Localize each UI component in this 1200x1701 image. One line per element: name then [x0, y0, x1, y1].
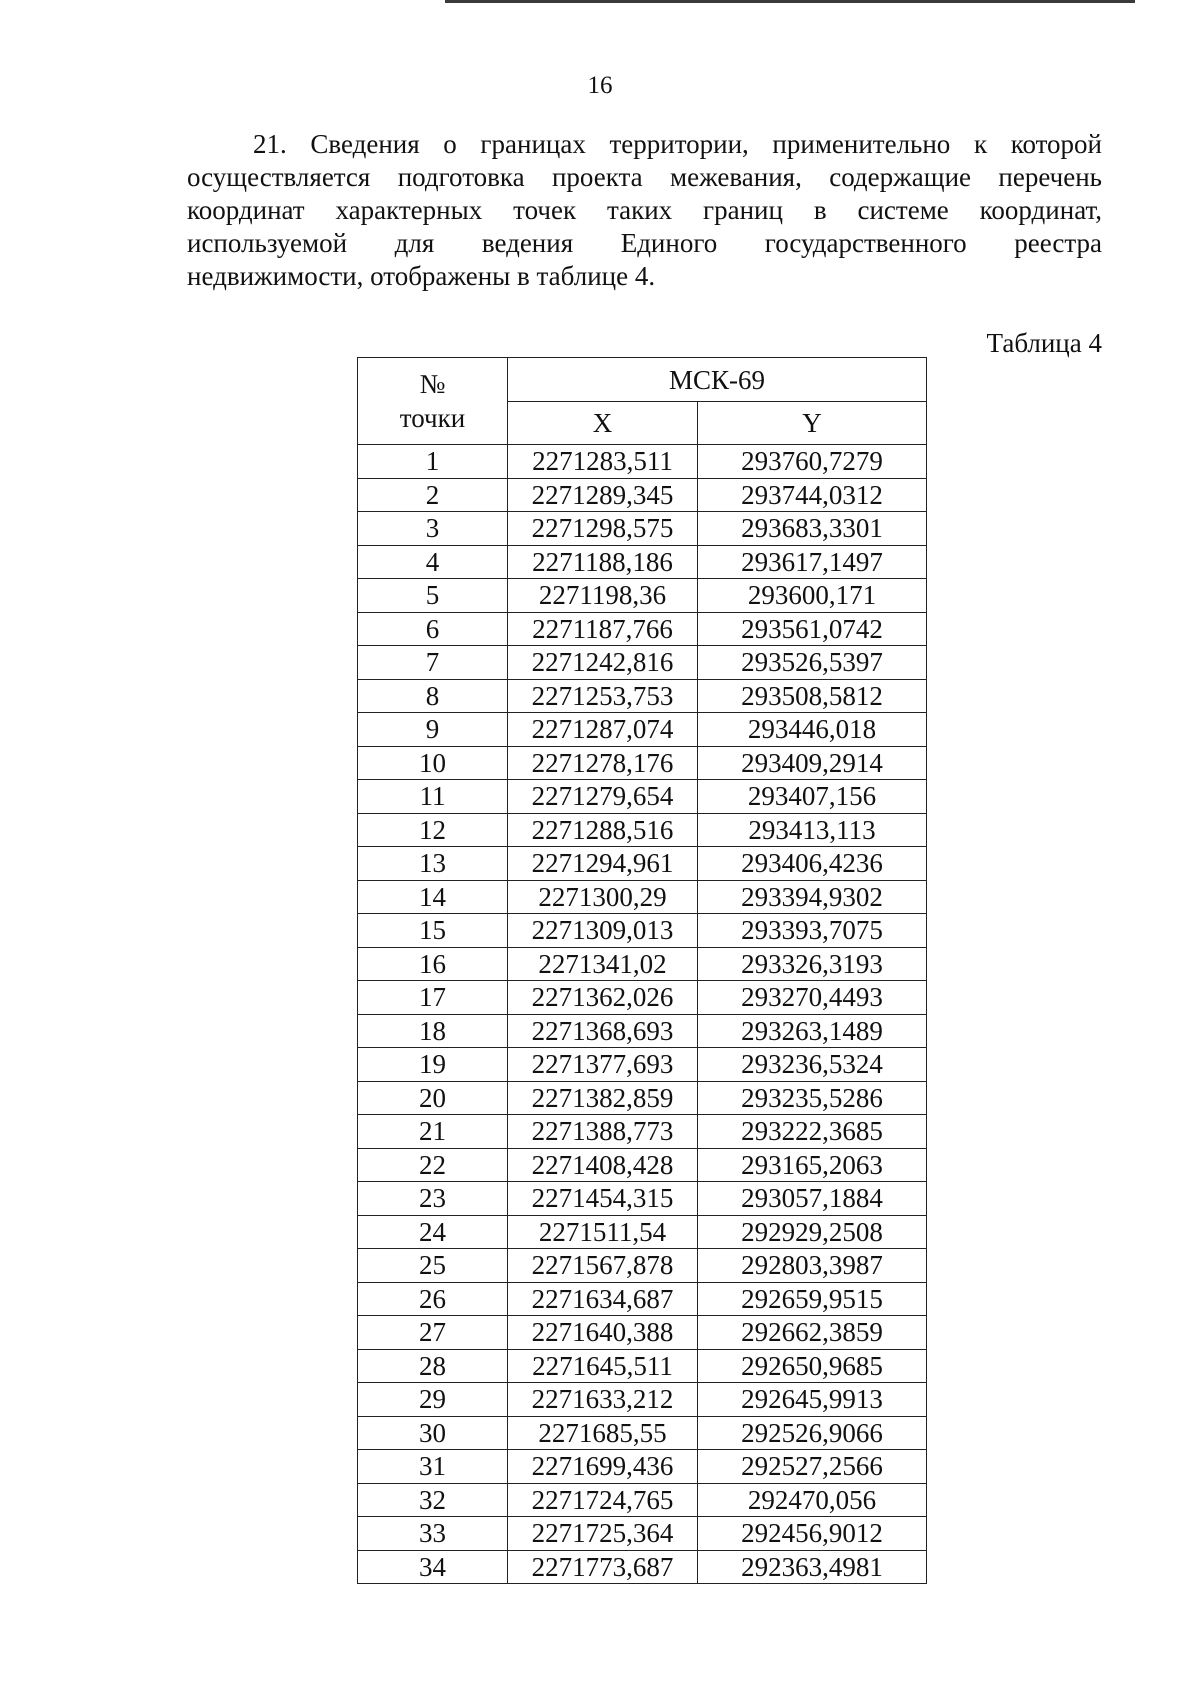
x-coordinate-cell: 2271298,575 [508, 512, 698, 546]
y-coordinate-cell: 293683,3301 [698, 512, 927, 546]
point-number-cell: 22 [358, 1148, 508, 1182]
x-coordinate-cell: 2271388,773 [508, 1115, 698, 1149]
y-coordinate-cell: 293393,7075 [698, 914, 927, 948]
paragraph-line: 21. Сведения о границах территории, применительно к которой [253, 129, 1102, 159]
y-coordinate-cell: 293394,9302 [698, 880, 927, 914]
table-row [358, 679, 927, 713]
table-row [358, 880, 927, 914]
paragraph-line: недвижимости, отображены в таблице 4. [187, 261, 656, 291]
x-coordinate-cell: 2271294,961 [508, 847, 698, 881]
x-coordinate-cell: 2271362,026 [508, 981, 698, 1015]
x-coordinate-cell: 2271289,345 [508, 478, 698, 512]
x-coordinate-cell: 2271511,54 [508, 1215, 698, 1249]
point-number-cell: 21 [358, 1115, 508, 1149]
y-coordinate-cell: 292650,9685 [698, 1349, 927, 1383]
table-row [358, 1383, 927, 1417]
x-coordinate-cell: 2271341,02 [508, 947, 698, 981]
table-row [358, 1148, 927, 1182]
point-number-cell: 27 [358, 1316, 508, 1350]
table-row [358, 746, 927, 780]
table-row [358, 813, 927, 847]
table-row [358, 445, 927, 479]
point-number-cell: 9 [358, 713, 508, 747]
table-row [358, 1282, 927, 1316]
x-coordinate-cell: 2271640,388 [508, 1316, 698, 1350]
table-row [358, 1517, 927, 1551]
table-row [358, 1550, 927, 1584]
x-column-header: X [508, 402, 698, 445]
table-row [358, 1416, 927, 1450]
y-coordinate-cell: 293235,5286 [698, 1081, 927, 1115]
table-row [358, 947, 927, 981]
y-coordinate-cell: 293446,018 [698, 713, 927, 747]
point-number-header [358, 358, 508, 445]
y-coordinate-cell: 292929,2508 [698, 1215, 927, 1249]
y-coordinate-cell: 293165,2063 [698, 1148, 927, 1182]
point-number-cell: 23 [358, 1182, 508, 1216]
point-number-cell: 2 [358, 478, 508, 512]
point-number-cell: 11 [358, 780, 508, 814]
x-coordinate-cell: 2271633,212 [508, 1383, 698, 1417]
coordinates-table [357, 357, 927, 1584]
table-row [358, 1014, 927, 1048]
y-coordinate-cell: 293326,3193 [698, 947, 927, 981]
table-row [358, 478, 927, 512]
page-number: 16 [587, 72, 613, 99]
point-number-cell: 24 [358, 1215, 508, 1249]
x-coordinate-cell: 2271283,511 [508, 445, 698, 479]
point-number-cell: 8 [358, 679, 508, 713]
point-number-cell: 33 [358, 1517, 508, 1551]
paragraph-line: осуществляется подготовка проекта межевания, содержащие перечень [187, 162, 1102, 192]
point-number-cell: 14 [358, 880, 508, 914]
point-number-header-word: точки [399, 403, 466, 433]
x-coordinate-cell: 2271279,654 [508, 780, 698, 814]
y-coordinate-cell: 293057,1884 [698, 1182, 927, 1216]
table-header [358, 358, 927, 445]
y-coordinate-cell: 293760,7279 [698, 445, 927, 479]
x-coordinate-cell: 2271634,687 [508, 1282, 698, 1316]
y-coordinate-cell: 292659,9515 [698, 1282, 927, 1316]
x-coordinate-cell: 2271773,687 [508, 1550, 698, 1584]
point-number-cell: 13 [358, 847, 508, 881]
x-coordinate-cell: 2271377,693 [508, 1048, 698, 1082]
x-coordinate-cell: 2271368,693 [508, 1014, 698, 1048]
y-coordinate-cell: 293236,5324 [698, 1048, 927, 1082]
point-number-cell: 25 [358, 1249, 508, 1283]
y-coordinate-cell: 293526,5397 [698, 646, 927, 680]
scan-top-border-line [445, 0, 1135, 3]
table-row [358, 780, 927, 814]
x-coordinate-cell: 2271725,364 [508, 1517, 698, 1551]
x-coordinate-cell: 2271724,765 [508, 1483, 698, 1517]
x-coordinate-cell: 2271454,315 [508, 1182, 698, 1216]
point-number-cell: 5 [358, 579, 508, 613]
y-coordinate-cell: 293263,1489 [698, 1014, 927, 1048]
y-coordinate-cell: 292456,9012 [698, 1517, 927, 1551]
point-number-cell: 32 [358, 1483, 508, 1517]
coordinate-system-header: МСК-69 [508, 358, 927, 402]
point-number-cell: 31 [358, 1450, 508, 1484]
y-coordinate-cell: 293270,4493 [698, 981, 927, 1015]
table-row [358, 1048, 927, 1082]
x-coordinate-cell: 2271567,878 [508, 1249, 698, 1283]
table-row [358, 981, 927, 1015]
table-row [358, 1450, 927, 1484]
y-column-header: Y [698, 402, 927, 445]
point-number-cell: 20 [358, 1081, 508, 1115]
y-coordinate-cell: 293222,3685 [698, 1115, 927, 1149]
y-coordinate-cell: 293409,2914 [698, 746, 927, 780]
y-coordinate-cell: 292526,9066 [698, 1416, 927, 1450]
table-body [358, 445, 927, 1584]
point-number-cell: 1 [358, 445, 508, 479]
table-row [358, 1483, 927, 1517]
table-row [358, 1349, 927, 1383]
x-coordinate-cell: 2271645,511 [508, 1349, 698, 1383]
paragraph-line: используемой для ведения Единого государственного реестра [187, 228, 1102, 258]
section-21-paragraph [187, 128, 1102, 293]
point-number-cell: 34 [358, 1550, 508, 1584]
table-row [358, 545, 927, 579]
x-coordinate-cell: 2271309,013 [508, 914, 698, 948]
point-number-cell: 28 [358, 1349, 508, 1383]
x-coordinate-cell: 2271253,753 [508, 679, 698, 713]
x-coordinate-cell: 2271242,816 [508, 646, 698, 680]
paragraph-line: координат характерных точек таких границ в системе координат, [187, 195, 1102, 225]
table-row [358, 914, 927, 948]
y-coordinate-cell: 293561,0742 [698, 612, 927, 646]
table-row [358, 612, 927, 646]
point-number-cell: 30 [358, 1416, 508, 1450]
table-row [358, 646, 927, 680]
x-coordinate-cell: 2271685,55 [508, 1416, 698, 1450]
table-row [358, 1115, 927, 1149]
x-coordinate-cell: 2271382,859 [508, 1081, 698, 1115]
y-coordinate-cell: 292527,2566 [698, 1450, 927, 1484]
table-row [358, 579, 927, 613]
point-number-cell: 4 [358, 545, 508, 579]
y-coordinate-cell: 293617,1497 [698, 545, 927, 579]
x-coordinate-cell: 2271287,074 [508, 713, 698, 747]
table-row [358, 1316, 927, 1350]
table-row [358, 713, 927, 747]
y-coordinate-cell: 293508,5812 [698, 679, 927, 713]
table-row [358, 1249, 927, 1283]
point-number-cell: 6 [358, 612, 508, 646]
x-coordinate-cell: 2271300,29 [508, 880, 698, 914]
x-coordinate-cell: 2271699,436 [508, 1450, 698, 1484]
y-coordinate-cell: 292803,3987 [698, 1249, 927, 1283]
y-coordinate-cell: 293407,156 [698, 780, 927, 814]
x-coordinate-cell: 2271278,176 [508, 746, 698, 780]
y-coordinate-cell: 292363,4981 [698, 1550, 927, 1584]
y-coordinate-cell: 293413,113 [698, 813, 927, 847]
x-coordinate-cell: 2271188,186 [508, 545, 698, 579]
point-number-cell: 15 [358, 914, 508, 948]
table-caption: Таблица 4 [986, 328, 1102, 358]
point-number-cell: 3 [358, 512, 508, 546]
table-row [358, 1182, 927, 1216]
point-number-cell: 12 [358, 813, 508, 847]
point-number-cell: 16 [358, 947, 508, 981]
point-number-cell: 17 [358, 981, 508, 1015]
point-number-cell: 7 [358, 646, 508, 680]
x-coordinate-cell: 2271288,516 [508, 813, 698, 847]
point-number-cell: 19 [358, 1048, 508, 1082]
table-row [358, 1081, 927, 1115]
x-coordinate-cell: 2271198,36 [508, 579, 698, 613]
table-row [358, 512, 927, 546]
point-number-cell: 29 [358, 1383, 508, 1417]
y-coordinate-cell: 292645,9913 [698, 1383, 927, 1417]
y-coordinate-cell: 293744,0312 [698, 478, 927, 512]
table-row [358, 1215, 927, 1249]
x-coordinate-cell: 2271187,766 [508, 612, 698, 646]
y-coordinate-cell: 292470,056 [698, 1483, 927, 1517]
y-coordinate-cell: 293406,4236 [698, 847, 927, 881]
y-coordinate-cell: 292662,3859 [698, 1316, 927, 1350]
point-number-cell: 26 [358, 1282, 508, 1316]
point-number-header-symbol: № [419, 369, 446, 399]
table-row [358, 847, 927, 881]
point-number-cell: 18 [358, 1014, 508, 1048]
point-number-cell: 10 [358, 746, 508, 780]
x-coordinate-cell: 2271408,428 [508, 1148, 698, 1182]
y-coordinate-cell: 293600,171 [698, 579, 927, 613]
